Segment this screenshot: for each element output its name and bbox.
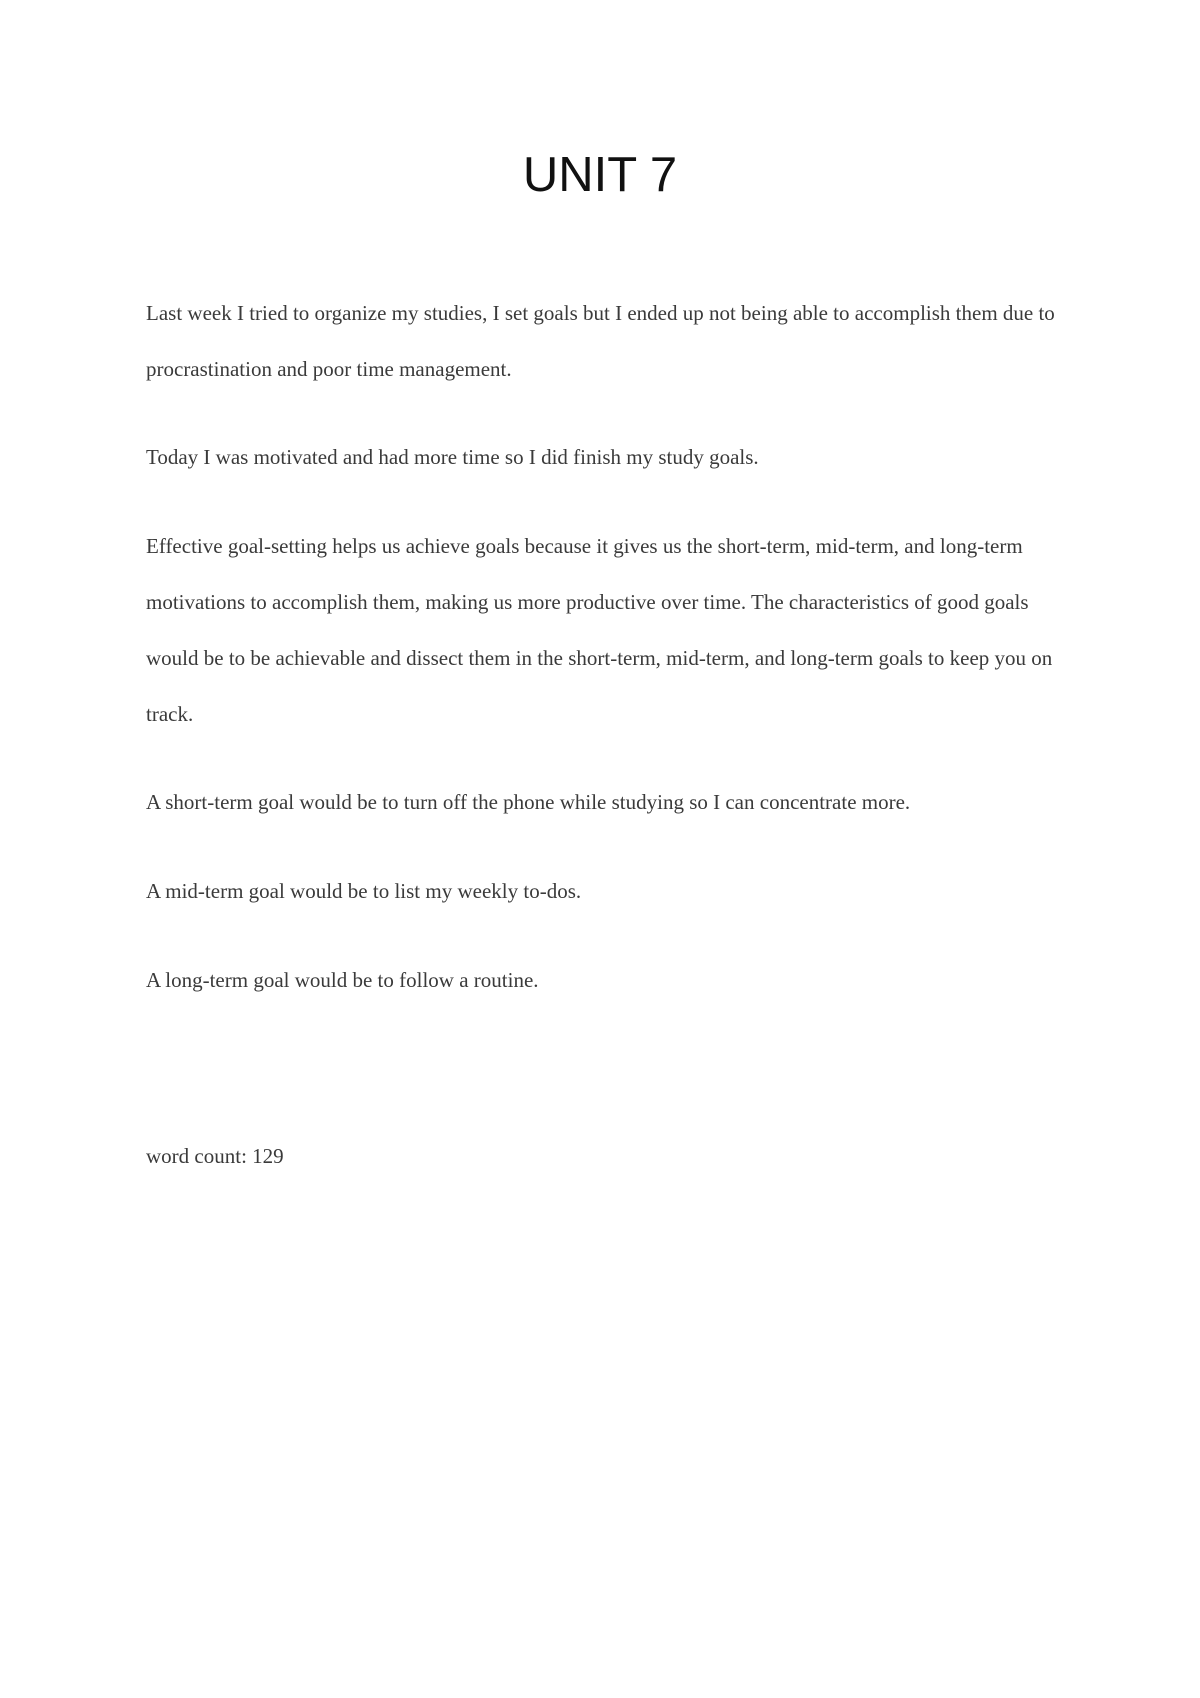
paragraph-today: Today I was motivated and had more time so I did finish my study goals. — [146, 445, 759, 469]
document-title: UNIT 7 — [522, 148, 678, 202]
paragraph-long-term-goal: A long-term goal would be to follow a routine. — [146, 968, 539, 992]
paragraph-mid-term-goal: A mid-term goal would be to list my weekly to-dos. — [146, 879, 582, 903]
paragraph-short-term-goal: A short-term goal would be to turn off the phone while studying so I can concentrate more. — [146, 790, 911, 814]
paragraph-last-week: Last week I tried to organize my studies, I set goals but I ended up not being able to accomplish them due to procrastination and poor time management. — [146, 301, 1055, 381]
paragraph-effective-goal-setting: Effective goal-setting helps us achieve goals because it gives us the short-term, mid-term, and long-term motivations to accomplish them, making us more productive over time. The characteristics of good goals would be to be achievable and dissect them in the short-term, mid-term, and long-term goals to keep you on track. — [146, 534, 1053, 726]
word-count: word count: 129 — [146, 1144, 284, 1168]
